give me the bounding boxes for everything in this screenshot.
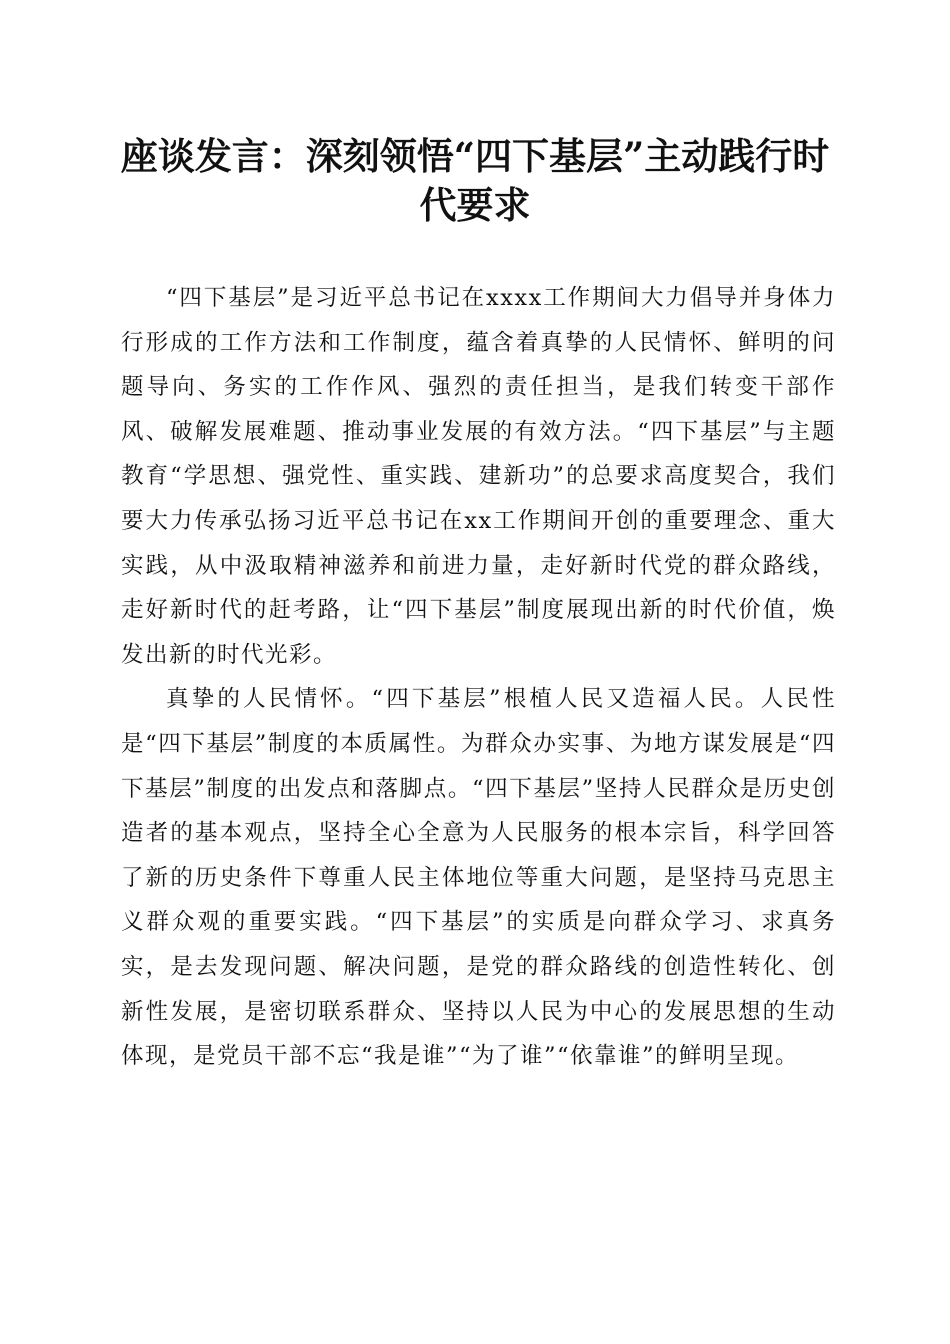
paragraph: “四下基层”是习近平总书记在xxxx工作期间大力倡导并身体力行形成的工作方法和工作制度，蕴含着真挚的人民情怀、鲜明的问题导向、务实的工作作风、强烈的责任担当，是我们转变干部作风、破解发展难题、推动事业发展的有效方法。“四下基层”与主题教育“学思想、强党性、重实践、建新功”的总要求高度契合，我们要大力传承弘扬习近平总书记在xx工作期间开创的重要理念、重大实践，从中汲取精神滋养和前进力量，走好新时代党的群众路线，走好新时代的赶考路，让“四下基层”制度展现出新的时代价值，焕发出新的时代光彩。 [121, 285, 836, 668]
page-title: 座谈发言：深刻领悟“四下基层”主动践行时代要求 [120, 134, 830, 227]
paragraph: 真挚的人民情怀。“四下基层”根植人民又造福人民。人民性是“四下基层”制度的本质属性。为群众办实事、为地方谋发展是“四下基层”制度的出发点和落脚点。“四下基层”坚持人民群众是历史创造者的基本观点，坚持全心全意为人民服务的根本宗旨，科学回答了新的历史条件下尊重人民主体地位等重大问题，是坚持马克思主义群众观的重要实践。“四下基层”的实质是向群众学习、求真务实，是去发现问题、解决问题，是党的群众路线的创造性转化、创新性发展，是密切联系群众、坚持以人民为中心的发展思想的生动体现，是党员干部不忘“我是谁”“为了谁”“依靠谁”的鲜明呈现。 [121, 686, 836, 1070]
document-body [121, 276, 836, 1079]
